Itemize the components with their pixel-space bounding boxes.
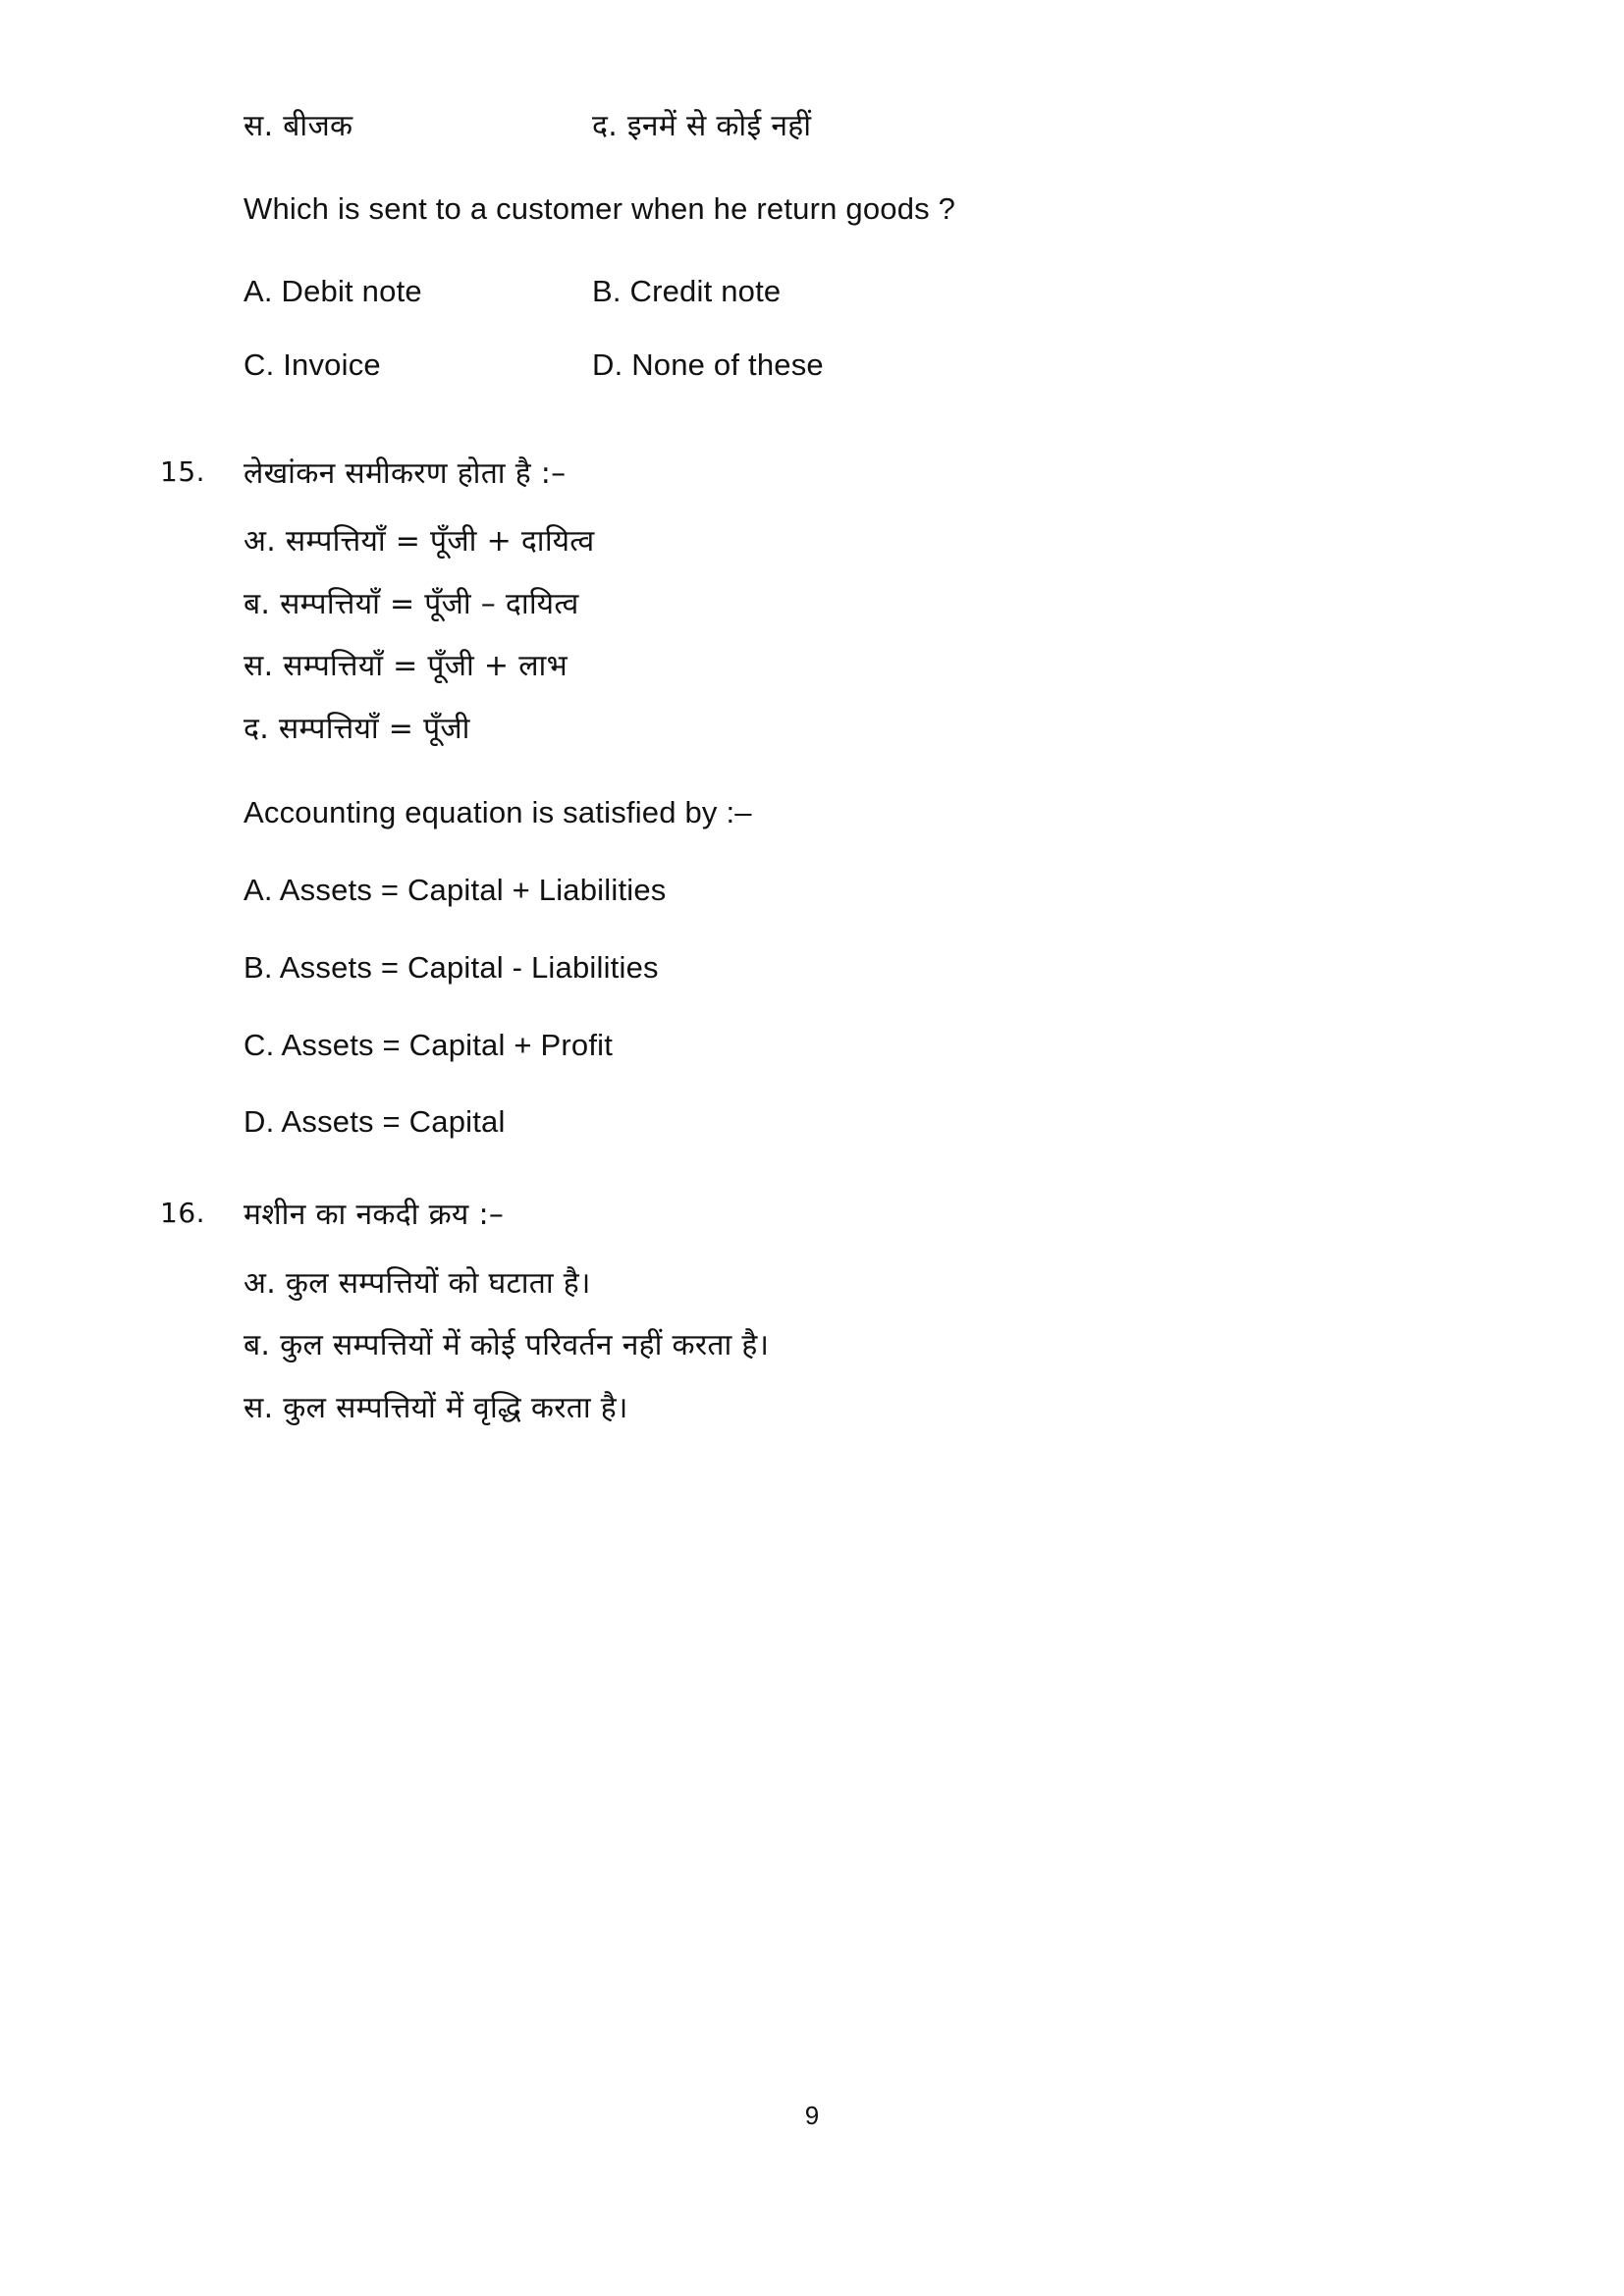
question-15-number: 15. [160,454,206,488]
page-content [160,108,1402,1426]
question-14-english-options-row-2 [244,347,1402,385]
question-15-english-stem: Accounting equation is satisfied by :– [244,795,752,830]
english-stem-text: Which is sent to a customer when he return goods ? [244,190,956,226]
question-16 [160,1197,1402,1426]
question-14-english-options-row-1 [244,273,1402,311]
question-16-hindi-option-b: ब. कुल सम्पत्तियों में कोई परिवर्तन नहीं करता है। [244,1328,770,1362]
option-a-english: A. Debit note [244,274,422,309]
question-14-english-stem [244,190,1402,229]
question-15-english-option-d: D. Assets = Capital [244,1104,506,1140]
option-d-hindi: द. इनमें से कोई नहीं [592,109,812,143]
option-c-english: C. Invoice [244,347,381,382]
question-16-hindi-option-c: स. कुल सम्पत्तियों में वृद्धि करता है। [244,1390,628,1425]
question-15-english-option-a: A. Assets = Capital + Liabilities [244,873,667,907]
question-16-number: 16. [160,1197,206,1229]
question-15-hindi-option-a: अ. सम्पत्तियाँ = पूँजी + दायित्व [244,524,595,560]
question-15-hindi-option-b: ब. सम्पत्तियाँ = पूँजी – दायित्व [244,586,579,621]
option-b-english: B. Credit note [592,274,782,309]
question-16-hindi-stem: मशीन का नकदी क्रय :– [244,1198,505,1232]
question-15-hindi-stem: लेखांकन समीकरण होता है :– [244,455,567,491]
page-number: 9 [804,2101,820,2130]
question-15 [160,454,1402,1142]
question-15-english-option-b: B. Assets = Capital - Liabilities [244,949,659,985]
question-15-hindi-option-d: द. सम्पत्तियाँ = पूँजी [244,711,470,746]
option-c-hindi: स. बीजक [244,109,353,143]
question-14-hindi-options [244,108,1402,145]
question-15-english-option-c: C. Assets = Capital + Profit [244,1027,614,1062]
question-15-hindi-option-c: स. सम्पत्तियाँ = पूँजी + लाभ [244,649,568,684]
option-d-english: D. None of these [592,347,824,382]
question-16-hindi-option-a: अ. कुल सम्पत्तियों को घटाता है। [244,1265,591,1301]
